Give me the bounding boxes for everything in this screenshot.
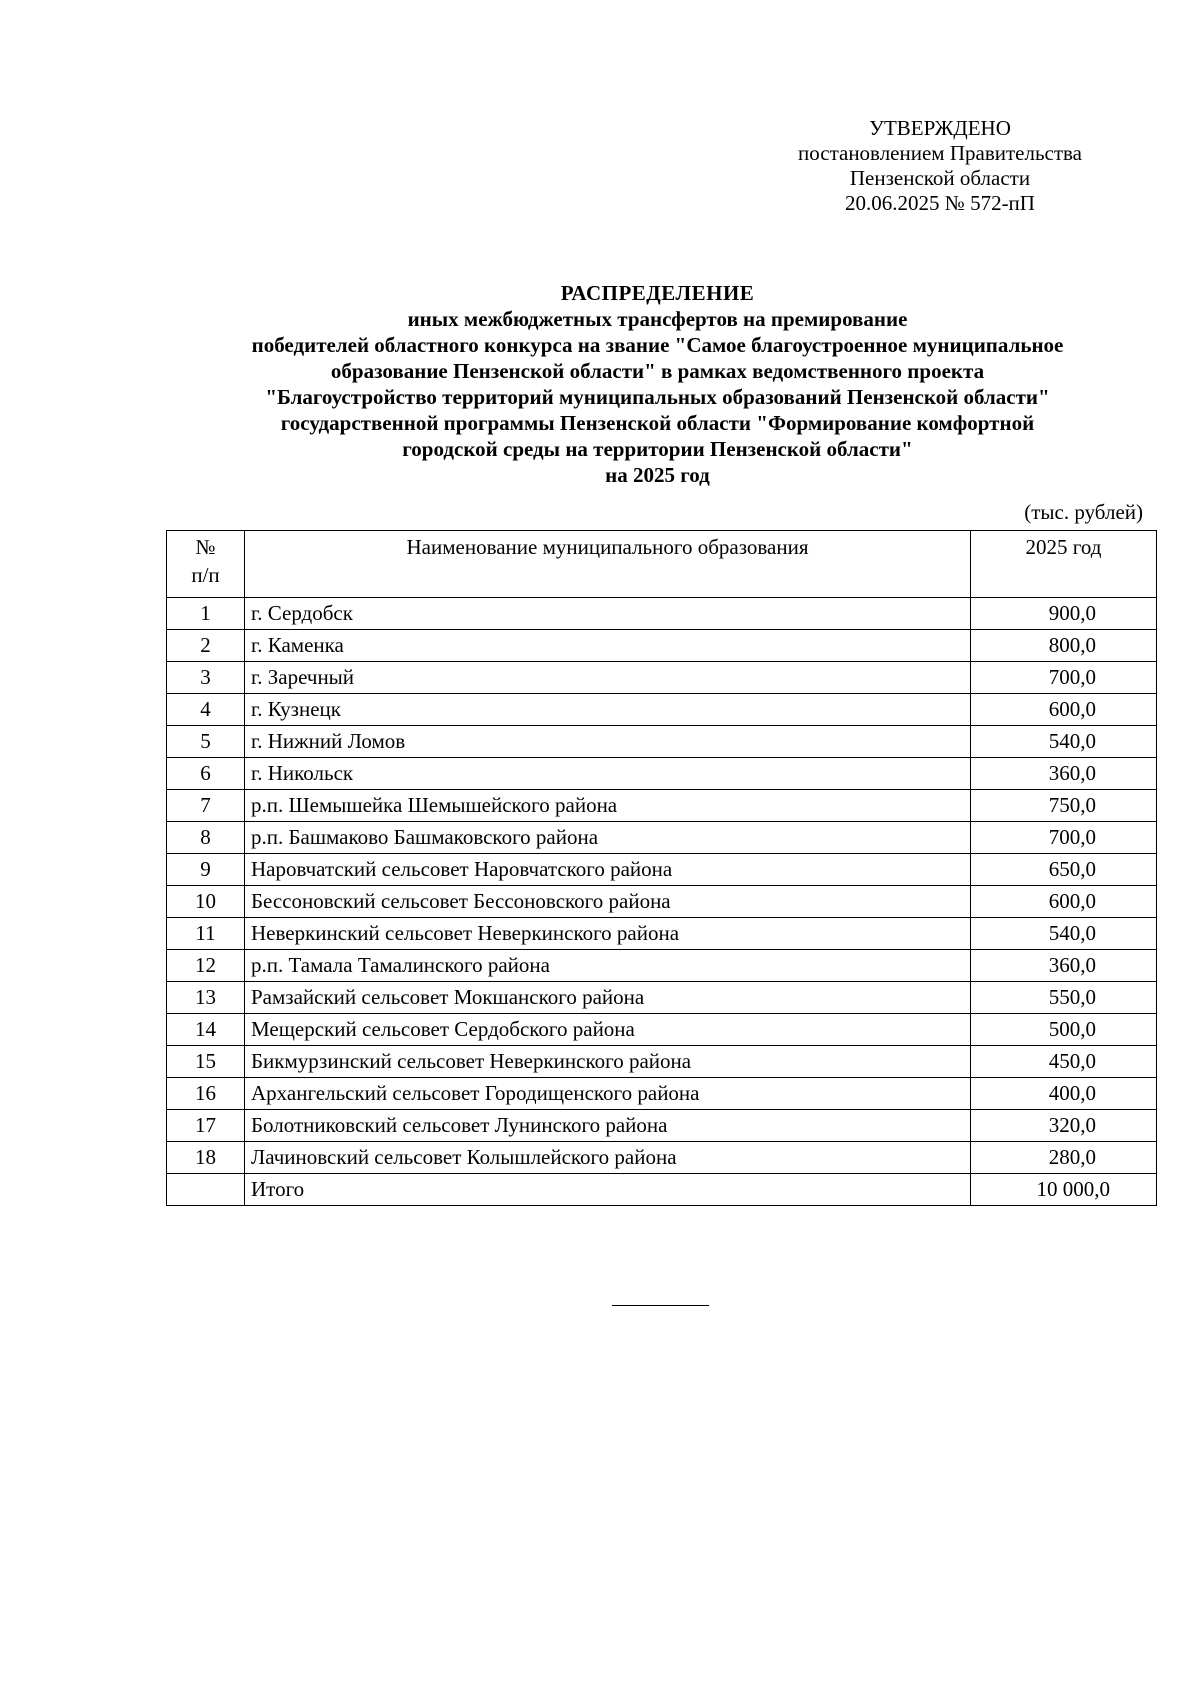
row-number: 12 bbox=[167, 950, 245, 982]
table-row bbox=[167, 982, 1157, 1014]
approval-date-number: 20.06.2025 № 572-пП bbox=[845, 191, 1035, 215]
row-number: 8 bbox=[167, 822, 245, 854]
row-value: 400,0 bbox=[971, 1078, 1157, 1110]
table-row bbox=[167, 630, 1157, 662]
table-row bbox=[167, 918, 1157, 950]
row-number: 18 bbox=[167, 1142, 245, 1174]
row-value: 700,0 bbox=[971, 662, 1157, 694]
table-row bbox=[167, 1142, 1157, 1174]
row-number: 17 bbox=[167, 1110, 245, 1142]
approval-region: Пензенской области bbox=[849, 166, 1031, 190]
row-value: 800,0 bbox=[971, 630, 1157, 662]
row-value: 540,0 bbox=[971, 726, 1157, 758]
table-row bbox=[167, 1110, 1157, 1142]
header-number bbox=[167, 531, 245, 598]
row-value: 450,0 bbox=[971, 1046, 1157, 1078]
row-name: Лачиновский сельсовет Колышлейского района bbox=[245, 1142, 971, 1174]
row-number: 4 bbox=[167, 694, 245, 726]
row-value: 550,0 bbox=[971, 982, 1157, 1014]
row-name: р.п. Башмаково Башмаковского района bbox=[245, 822, 971, 854]
row-value: 320,0 bbox=[971, 1110, 1157, 1142]
distribution-table bbox=[166, 530, 1157, 1206]
row-name: Бессоновский сельсовет Бессоновского района bbox=[245, 886, 971, 918]
table-row bbox=[167, 598, 1157, 630]
row-number: 16 bbox=[167, 1078, 245, 1110]
row-number: 14 bbox=[167, 1014, 245, 1046]
row-number: 13 bbox=[167, 982, 245, 1014]
row-name: г. Никольск bbox=[245, 758, 971, 790]
document-title: РАСПРЕДЕЛЕНИЕ bbox=[560, 281, 755, 305]
row-name: Наровчатский сельсовет Наровчатского района bbox=[245, 854, 971, 886]
row-value: 10 000,0 bbox=[971, 1174, 1157, 1206]
heading-line: победителей областного конкурса на звание "Самое благоустроенное муниципальное bbox=[251, 333, 1064, 357]
row-name: г. Кузнецк bbox=[245, 694, 971, 726]
approval-stamp bbox=[760, 116, 1120, 216]
row-number: 2 bbox=[167, 630, 245, 662]
table-row bbox=[167, 822, 1157, 854]
row-number: 15 bbox=[167, 1046, 245, 1078]
row-number bbox=[167, 1174, 245, 1206]
row-name: г. Каменка bbox=[245, 630, 971, 662]
header-number-abbrev: п/п bbox=[191, 563, 220, 587]
row-name: Рамзайский сельсовет Мокшанского района bbox=[245, 982, 971, 1014]
approval-title: УТВЕРЖДЕНО bbox=[869, 116, 1011, 140]
table-row bbox=[167, 950, 1157, 982]
table-header-row bbox=[167, 531, 1157, 598]
row-number: 7 bbox=[167, 790, 245, 822]
row-name: г. Сердобск bbox=[245, 598, 971, 630]
row-name: Неверкинский сельсовет Неверкинского района bbox=[245, 918, 971, 950]
row-name: Мещерский сельсовет Сердобского района bbox=[245, 1014, 971, 1046]
row-value: 360,0 bbox=[971, 758, 1157, 790]
row-value: 600,0 bbox=[971, 694, 1157, 726]
approval-authority: постановлением Правительства bbox=[797, 141, 1082, 165]
heading-line: иных межбюджетных трансфертов на премирование bbox=[407, 307, 908, 331]
row-name: р.п. Тамала Тамалинского района bbox=[245, 950, 971, 982]
row-number: 10 bbox=[167, 886, 245, 918]
header-year: 2025 год bbox=[971, 531, 1157, 598]
row-number: 3 bbox=[167, 662, 245, 694]
row-number: 11 bbox=[167, 918, 245, 950]
row-number: 1 bbox=[167, 598, 245, 630]
row-value: 600,0 bbox=[971, 886, 1157, 918]
row-name: Болотниковский сельсовет Лунинского района bbox=[245, 1110, 971, 1142]
row-name: Итого bbox=[245, 1174, 971, 1206]
end-divider bbox=[612, 1305, 709, 1306]
table-row bbox=[167, 662, 1157, 694]
row-value: 500,0 bbox=[971, 1014, 1157, 1046]
row-name: р.п. Шемышейка Шемышейского района bbox=[245, 790, 971, 822]
table-row bbox=[167, 758, 1157, 790]
row-value: 280,0 bbox=[971, 1142, 1157, 1174]
table-total-row bbox=[167, 1174, 1157, 1206]
table-row bbox=[167, 790, 1157, 822]
heading-line: городской среды на территории Пензенской области" bbox=[402, 437, 913, 461]
row-value: 360,0 bbox=[971, 950, 1157, 982]
row-value: 700,0 bbox=[971, 822, 1157, 854]
table-row bbox=[167, 1014, 1157, 1046]
row-name: г. Заречный bbox=[245, 662, 971, 694]
heading-line: на 2025 год bbox=[605, 463, 710, 487]
row-name: Бикмурзинский сельсовет Неверкинского района bbox=[245, 1046, 971, 1078]
table-row bbox=[167, 886, 1157, 918]
row-number: 9 bbox=[167, 854, 245, 886]
header-name: Наименование муниципального образования bbox=[245, 531, 971, 598]
table-row bbox=[167, 854, 1157, 886]
unit-label: (тыс. рублей) bbox=[1024, 500, 1143, 524]
row-number: 6 bbox=[167, 758, 245, 790]
heading-line: государственной программы Пензенской области "Формирование комфортной bbox=[280, 411, 1035, 435]
table-row bbox=[167, 1078, 1157, 1110]
row-value: 750,0 bbox=[971, 790, 1157, 822]
heading-line: "Благоустройство территорий муниципальных образований Пензенской области" bbox=[265, 385, 1050, 409]
row-value: 900,0 bbox=[971, 598, 1157, 630]
row-number: 5 bbox=[167, 726, 245, 758]
header-number-symbol: № bbox=[195, 535, 216, 559]
table-row bbox=[167, 1046, 1157, 1078]
document-heading bbox=[160, 280, 1155, 488]
row-value: 650,0 bbox=[971, 854, 1157, 886]
heading-line: образование Пензенской области" в рамках ведомственного проекта bbox=[330, 359, 985, 383]
row-value: 540,0 bbox=[971, 918, 1157, 950]
table-row bbox=[167, 726, 1157, 758]
row-name: г. Нижний Ломов bbox=[245, 726, 971, 758]
table-row bbox=[167, 694, 1157, 726]
row-name: Архангельский сельсовет Городищенского района bbox=[245, 1078, 971, 1110]
